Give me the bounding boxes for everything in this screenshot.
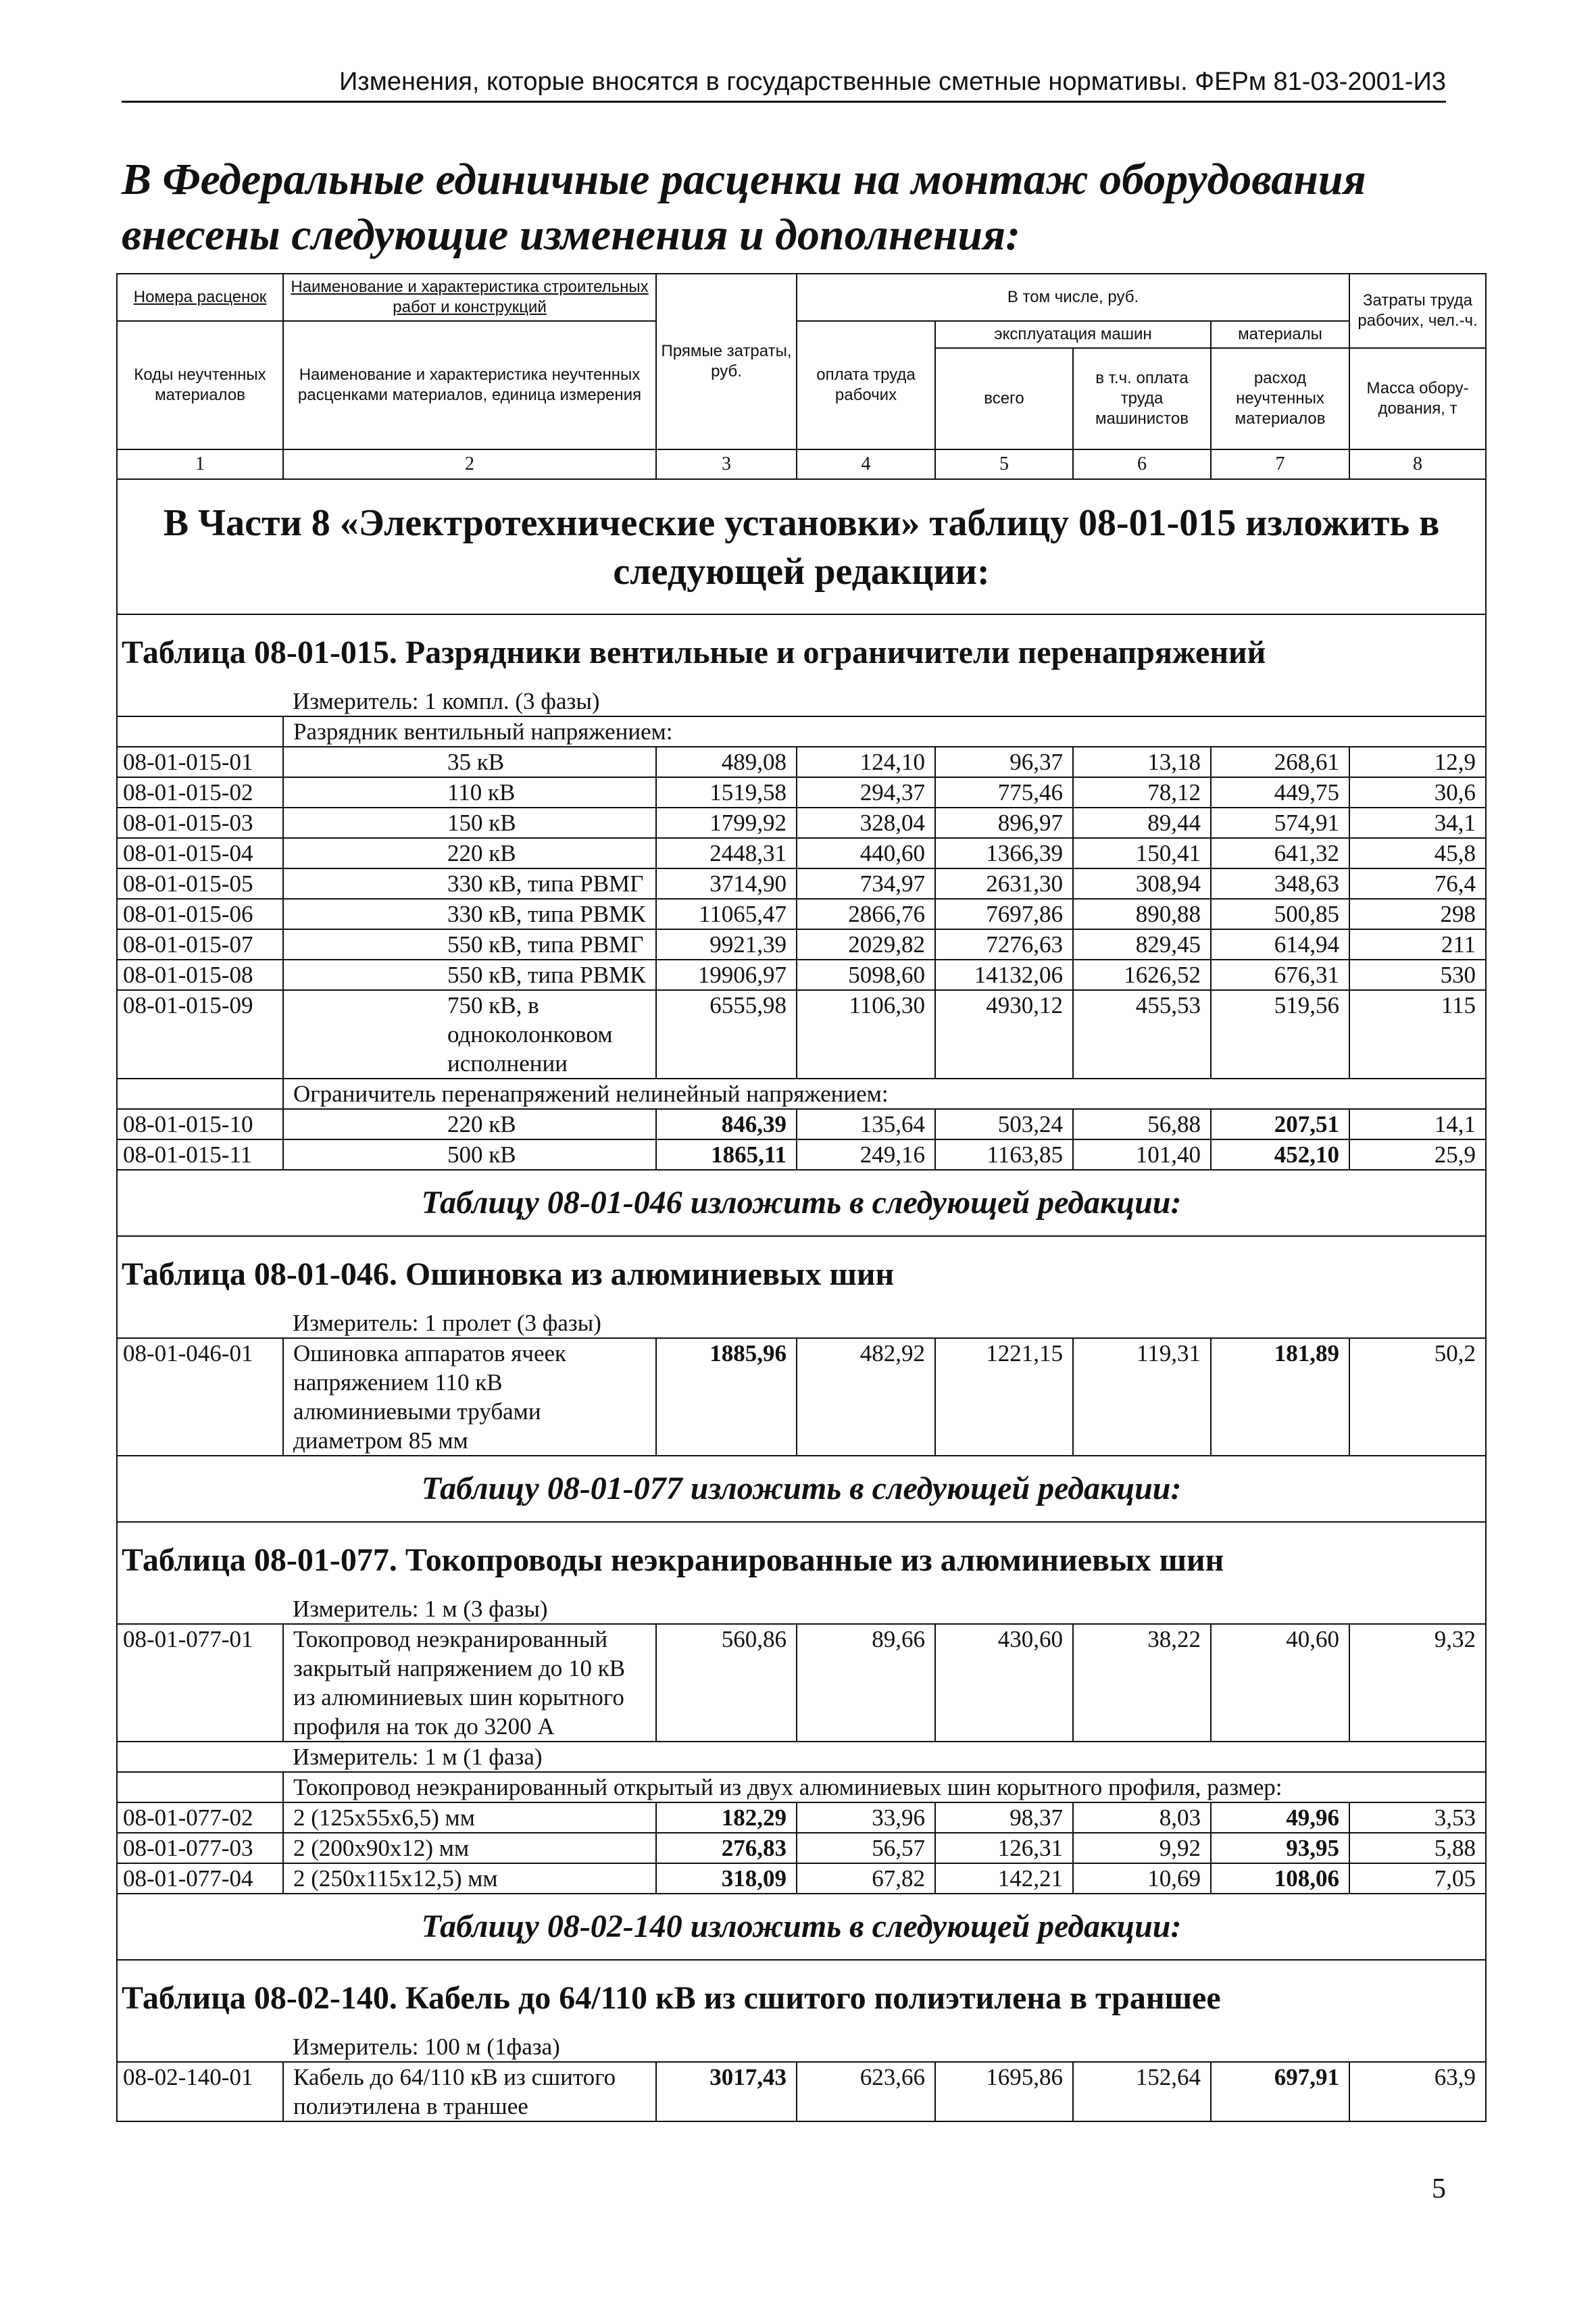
table-title: Таблица 08-02-140. Кабель до 64/110 кВ из сшитого полиэтилена в траншее (117, 1960, 1486, 2032)
rate-description: 330 кВ, типа РВМК (283, 899, 656, 929)
header-c2-top (283, 274, 656, 321)
meter-label: Измеритель: 100 м (1фаза) (283, 2032, 1486, 2062)
materials-cost: 49,96 (1211, 1802, 1349, 1833)
machinist-pay: 1626,52 (1073, 960, 1211, 990)
meter-label: Измеритель: 1 м (1 фаза) (283, 1742, 1486, 1772)
group-row (117, 1772, 1486, 1802)
instruction-row (117, 1456, 1486, 1522)
labor-pay: 1106,30 (797, 990, 935, 1079)
labor-hours: 63,9 (1349, 2062, 1486, 2121)
table-row (117, 960, 1486, 990)
table-row (117, 899, 1486, 929)
machinist-pay: 78,12 (1073, 777, 1211, 808)
rate-code: 08-01-015-10 (117, 1109, 283, 1139)
machinist-pay: 10,69 (1073, 1863, 1211, 1894)
rate-code: 08-01-077-02 (117, 1802, 283, 1833)
table-row (117, 1833, 1486, 1863)
meter-spacer (117, 1308, 283, 1338)
materials-cost: 519,56 (1211, 990, 1349, 1079)
rates-table (116, 273, 1487, 2122)
table-row (117, 1863, 1486, 1894)
machinist-pay: 101,40 (1073, 1139, 1211, 1170)
machinist-pay: 119,31 (1073, 1338, 1211, 1456)
machinist-pay: 56,88 (1073, 1109, 1211, 1139)
machines-total: 896,97 (935, 808, 1073, 838)
rate-code: 08-02-140-01 (117, 2062, 283, 2121)
materials-cost: 697,91 (1211, 2062, 1349, 2121)
meter-row (117, 687, 1486, 716)
materials-cost: 574,91 (1211, 808, 1349, 838)
machinist-pay: 8,03 (1073, 1802, 1211, 1833)
rate-description: 150 кВ (283, 808, 656, 838)
header-mass: Масса обору-дования, т (1349, 348, 1486, 449)
machines-total: 430,60 (935, 1624, 1073, 1742)
direct-cost: 1519,58 (656, 777, 797, 808)
machines-total: 96,37 (935, 747, 1073, 777)
direct-cost: 19906,97 (656, 960, 797, 990)
labor-hours: 3,53 (1349, 1802, 1486, 1833)
materials-cost: 676,31 (1211, 960, 1349, 990)
table-row (117, 929, 1486, 960)
machines-total: 142,21 (935, 1863, 1073, 1894)
labor-hours: 9,32 (1349, 1624, 1486, 1742)
machines-total: 98,37 (935, 1802, 1073, 1833)
table-row (117, 1338, 1486, 1456)
meter-label: Измеритель: 1 пролет (3 фазы) (283, 1308, 1486, 1338)
direct-cost: 276,83 (656, 1833, 797, 1863)
labor-pay: 328,04 (797, 808, 935, 838)
machines-total: 1366,39 (935, 838, 1073, 868)
table-title: Таблица 08-01-077. Токопроводы неэкранированные из алюминиевых шин (117, 1522, 1486, 1594)
rate-code: 08-01-015-02 (117, 777, 283, 808)
labor-pay: 440,60 (797, 838, 935, 868)
meter-row (117, 2032, 1486, 2062)
header-machines-incl: в т.ч. оплата труда машинистов (1073, 348, 1211, 449)
materials-cost: 268,61 (1211, 747, 1349, 777)
machines-total: 7697,86 (935, 899, 1073, 929)
rate-description: 2 (125х55х6,5) мм (283, 1802, 656, 1833)
header-c1-top-text: Номера расценок (133, 288, 267, 306)
header-row-1 (117, 274, 1486, 321)
table-title-row (117, 614, 1486, 687)
labor-hours: 25,9 (1349, 1139, 1486, 1170)
machinist-pay: 455,53 (1073, 990, 1211, 1079)
table-title-row (117, 1522, 1486, 1594)
rate-code: 08-01-046-01 (117, 1338, 283, 1456)
header-materials-sub: расход неучтенных материалов (1211, 348, 1349, 449)
header-c2-bottom: Наименование и характеристика неучтенных расценками материалов, единица измерения (283, 321, 656, 449)
header-machines: эксплуатация машин (935, 321, 1211, 348)
materials-cost: 449,75 (1211, 777, 1349, 808)
column-number: 7 (1211, 449, 1349, 479)
column-number: 5 (935, 449, 1073, 479)
labor-hours: 14,1 (1349, 1109, 1486, 1139)
table-row (117, 990, 1486, 1079)
materials-cost: 93,95 (1211, 1833, 1349, 1863)
direct-cost: 560,86 (656, 1624, 797, 1742)
direct-cost: 1865,11 (656, 1139, 797, 1170)
machines-total: 4930,12 (935, 990, 1073, 1079)
rate-code: 08-01-015-05 (117, 868, 283, 899)
rates-table-body (117, 274, 1486, 2121)
machines-total: 126,31 (935, 1833, 1073, 1863)
rate-code: 08-01-077-01 (117, 1624, 283, 1742)
table-row (117, 2062, 1486, 2121)
materials-cost: 452,10 (1211, 1139, 1349, 1170)
direct-cost: 9921,39 (656, 929, 797, 960)
meter-spacer (117, 1742, 283, 1772)
header-machines-total: всего (935, 348, 1073, 449)
machinist-pay: 89,44 (1073, 808, 1211, 838)
column-number: 4 (797, 449, 935, 479)
rate-description: 550 кВ, типа РВМГ (283, 929, 656, 960)
meter-label: Измеритель: 1 компл. (3 фазы) (283, 687, 1486, 716)
header-c1-top (117, 274, 283, 321)
labor-hours: 45,8 (1349, 838, 1486, 868)
materials-cost: 207,51 (1211, 1109, 1349, 1139)
meter-row (117, 1308, 1486, 1338)
instruction-row (117, 1170, 1486, 1236)
direct-cost: 6555,98 (656, 990, 797, 1079)
labor-pay: 5098,60 (797, 960, 935, 990)
labor-hours: 211 (1349, 929, 1486, 960)
table-title-row (117, 1960, 1486, 2032)
table-row (117, 777, 1486, 808)
labor-pay: 124,10 (797, 747, 935, 777)
direct-cost: 3017,43 (656, 2062, 797, 2121)
labor-hours: 12,9 (1349, 747, 1486, 777)
labor-hours: 7,05 (1349, 1863, 1486, 1894)
direct-cost: 489,08 (656, 747, 797, 777)
group-row (117, 716, 1486, 747)
direct-cost: 318,09 (656, 1863, 797, 1894)
rate-code: 08-01-015-03 (117, 808, 283, 838)
rate-code: 08-01-015-07 (117, 929, 283, 960)
table-title: Таблица 08-01-015. Разрядники вентильные и ограничители перенапряжений (117, 614, 1486, 687)
materials-cost: 614,94 (1211, 929, 1349, 960)
direct-cost: 1885,96 (656, 1338, 797, 1456)
instruction-row (117, 1894, 1486, 1960)
labor-hours: 530 (1349, 960, 1486, 990)
column-number: 2 (283, 449, 656, 479)
machines-total: 7276,63 (935, 929, 1073, 960)
instruction-banner: Таблицу 08-01-046 изложить в следующей редакции: (117, 1170, 1486, 1236)
rate-description: 330 кВ, типа РВМГ (283, 868, 656, 899)
direct-cost: 182,29 (656, 1802, 797, 1833)
header-c1-bottom: Коды неучтенных материалов (117, 321, 283, 449)
labor-pay: 482,92 (797, 1338, 935, 1456)
direct-cost: 2448,31 (656, 838, 797, 868)
table-row (117, 1139, 1486, 1170)
machines-total: 14132,06 (935, 960, 1073, 990)
group-spacer (117, 1772, 283, 1802)
group-label: Ограничитель перенапряжений нелинейный напряжением: (283, 1079, 1486, 1109)
rate-description: 220 кВ (283, 1109, 656, 1139)
labor-hours: 76,4 (1349, 868, 1486, 899)
rate-description: 750 кВ, в одноколонковом исполнении (283, 990, 656, 1079)
header-labor: Затраты труда рабочих, чел.-ч. (1349, 274, 1486, 348)
materials-cost: 348,63 (1211, 868, 1349, 899)
rate-description: 35 кВ (283, 747, 656, 777)
machines-total: 775,46 (935, 777, 1073, 808)
machines-total: 1163,85 (935, 1139, 1073, 1170)
machinist-pay: 38,22 (1073, 1624, 1211, 1742)
meter-label: Измеритель: 1 м (3 фазы) (283, 1594, 1486, 1624)
table-row (117, 1802, 1486, 1833)
machines-total: 503,24 (935, 1109, 1073, 1139)
labor-pay: 734,97 (797, 868, 935, 899)
group-label: Разрядник вентильный напряжением: (283, 716, 1486, 747)
column-number: 8 (1349, 449, 1486, 479)
labor-pay: 2866,76 (797, 899, 935, 929)
labor-pay: 623,66 (797, 2062, 935, 2121)
labor-hours: 50,2 (1349, 1338, 1486, 1456)
rate-code: 08-01-015-06 (117, 899, 283, 929)
table-title: Таблица 08-01-046. Ошиновка из алюминиевых шин (117, 1236, 1486, 1308)
labor-pay: 2029,82 (797, 929, 935, 960)
rate-description: 2 (250х115х12,5) мм (283, 1863, 656, 1894)
group-row (117, 1079, 1486, 1109)
labor-hours: 34,1 (1349, 808, 1486, 838)
rate-code: 08-01-015-09 (117, 990, 283, 1079)
rate-code: 08-01-015-11 (117, 1139, 283, 1170)
meter-spacer (117, 687, 283, 716)
direct-cost: 846,39 (656, 1109, 797, 1139)
meter-spacer (117, 1594, 283, 1624)
table-row (117, 1109, 1486, 1139)
labor-hours: 5,88 (1349, 1833, 1486, 1863)
labor-pay: 67,82 (797, 1863, 935, 1894)
machinist-pay: 9,92 (1073, 1833, 1211, 1863)
machinist-pay: 13,18 (1073, 747, 1211, 777)
running-header: Изменения, которые вносятся в государственные сметные нормативы. ФЕРм 81-03-2001-И3 (122, 68, 1446, 103)
labor-hours: 115 (1349, 990, 1486, 1079)
table-row (117, 808, 1486, 838)
header-c3: Прямые затраты, руб. (656, 274, 797, 449)
meter-spacer (117, 2032, 283, 2062)
labor-pay: 135,64 (797, 1109, 935, 1139)
labor-hours: 30,6 (1349, 777, 1486, 808)
materials-cost: 641,32 (1211, 838, 1349, 868)
machinist-pay: 890,88 (1073, 899, 1211, 929)
column-number: 6 (1073, 449, 1211, 479)
header-row-2 (117, 321, 1486, 348)
machinist-pay: 152,64 (1073, 2062, 1211, 2121)
rate-code: 08-01-015-08 (117, 960, 283, 990)
table-title-row (117, 1236, 1486, 1308)
materials-cost: 108,06 (1211, 1863, 1349, 1894)
direct-cost: 1799,92 (656, 808, 797, 838)
labor-pay: 89,66 (797, 1624, 935, 1742)
header-incl: В том числе, руб. (797, 274, 1349, 321)
table-row (117, 1624, 1486, 1742)
column-number: 1 (117, 449, 283, 479)
rate-description: 220 кВ (283, 838, 656, 868)
machines-total: 1221,15 (935, 1338, 1073, 1456)
rate-description: 550 кВ, типа РВМК (283, 960, 656, 990)
labor-pay: 294,37 (797, 777, 935, 808)
group-label: Токопровод неэкранированный открытый из двух алюминиевых шин корытного профиля, размер: (283, 1772, 1486, 1802)
instruction-banner: Таблицу 08-02-140 изложить в следующей редакции: (117, 1894, 1486, 1960)
materials-cost: 500,85 (1211, 899, 1349, 929)
machinist-pay: 150,41 (1073, 838, 1211, 868)
meter-row (117, 1594, 1486, 1624)
labor-pay: 249,16 (797, 1139, 935, 1170)
materials-cost: 181,89 (1211, 1338, 1349, 1456)
labor-pay: 33,96 (797, 1802, 935, 1833)
meter-row (117, 1742, 1486, 1772)
rate-code: 08-01-077-04 (117, 1863, 283, 1894)
materials-cost: 40,60 (1211, 1624, 1349, 1742)
rate-description: Ошиновка аппаратов ячеек напряжением 110 кВ алюминиевыми трубами диаметром 85 мм (283, 1338, 656, 1456)
instruction-banner: Таблицу 08-01-077 изложить в следующей редакции: (117, 1456, 1486, 1522)
header-c2-top-text: Наименование и характеристика строительных работ и конструкций (291, 278, 649, 316)
rate-code: 08-01-015-01 (117, 747, 283, 777)
direct-cost: 11065,47 (656, 899, 797, 929)
labor-pay: 56,57 (797, 1833, 935, 1863)
part-banner-row (117, 479, 1486, 614)
rate-code: 08-01-015-04 (117, 838, 283, 868)
rate-description: 500 кВ (283, 1139, 656, 1170)
column-number: 3 (656, 449, 797, 479)
machines-total: 1695,86 (935, 2062, 1073, 2121)
rate-description: Токопровод неэкранированный закрытый напряжением до 10 кВ из алюминиевых шин корытного профиля на ток до 3200 А (283, 1624, 656, 1742)
table-row (117, 838, 1486, 868)
group-spacer (117, 1079, 283, 1109)
machinist-pay: 829,45 (1073, 929, 1211, 960)
direct-cost: 3714,90 (656, 868, 797, 899)
rate-description: 2 (200х90х12) мм (283, 1833, 656, 1863)
labor-hours: 298 (1349, 899, 1486, 929)
intro-heading: В Федеральные единичные расценки на монтаж оборудования внесены следующие изменения и дополнения: (122, 155, 1366, 260)
header-pay: оплата труда рабочих (797, 321, 935, 449)
machinist-pay: 308,94 (1073, 868, 1211, 899)
table-row (117, 747, 1486, 777)
rate-code: 08-01-077-03 (117, 1833, 283, 1863)
page-number: 5 (1432, 2173, 1446, 2205)
rate-description: Кабель до 64/110 кВ из сшитого полиэтилена в траншее (283, 2062, 656, 2121)
machines-total: 2631,30 (935, 868, 1073, 899)
rate-description: 110 кВ (283, 777, 656, 808)
group-spacer (117, 716, 283, 747)
column-number-row (117, 449, 1486, 479)
table-row (117, 868, 1486, 899)
header-materials: материалы (1211, 321, 1349, 348)
part-banner: В Части 8 «Электротехнические установки» таблицу 08-01-015 изложить в следующей редакции: (117, 479, 1486, 614)
